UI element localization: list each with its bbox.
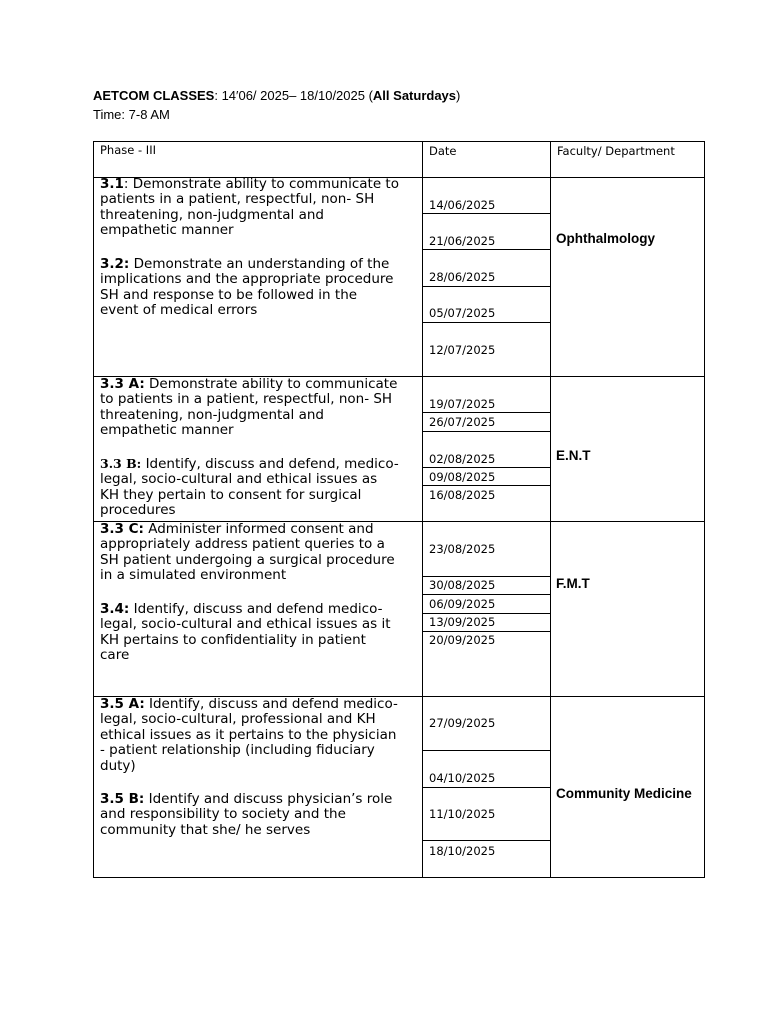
date-cell: 18/10/2025 — [429, 844, 496, 858]
department-community-medicine: Community Medicine — [556, 786, 692, 801]
date-cell: 04/10/2025 — [429, 771, 496, 785]
header-phase: Phase - III — [100, 143, 156, 157]
date-divider — [422, 213, 551, 214]
date-divider — [422, 485, 551, 486]
competency-code: 3.2: — [100, 256, 130, 272]
competency-code: 3.4: — [100, 601, 130, 617]
time-line: Time: 7-8 AM — [93, 107, 170, 122]
date-cell: 21/06/2025 — [429, 234, 496, 248]
title-saturdays: All Saturdays — [372, 88, 457, 103]
title-range: : 14′06/ 2025– 18/10/2025 ( — [214, 88, 373, 103]
competency-code: 3.3 C: — [100, 521, 144, 537]
competency-3-2: 3.2: Demonstrate an understanding of the implications and the appropriate procedure SH and response to be followed in the event of medical errors — [100, 256, 394, 319]
column-divider-faculty — [550, 141, 551, 878]
department-fmt: F.M.T — [556, 576, 590, 591]
date-cell: 28/06/2025 — [429, 270, 496, 284]
title-close: ) — [456, 88, 461, 103]
competency-code: 3.3 A: — [100, 376, 145, 392]
date-divider — [422, 322, 551, 323]
date-divider — [422, 840, 551, 841]
date-cell: 16/08/2025 — [429, 488, 496, 502]
competency-3-5-b: 3.5 B: Identify and discuss physician’s role and responsibility to society and the community that she/ he serves — [100, 791, 393, 838]
date-cell: 23/08/2025 — [429, 542, 496, 556]
date-divider — [422, 750, 551, 751]
date-cell: 20/09/2025 — [429, 633, 496, 647]
date-cell: 05/07/2025 — [429, 306, 496, 320]
date-cell: 26/07/2025 — [429, 415, 496, 429]
competency-code: 3.1 — [100, 176, 124, 192]
date-divider — [422, 249, 551, 250]
table-border-right — [704, 141, 705, 878]
date-divider — [422, 286, 551, 287]
date-divider — [422, 613, 551, 614]
date-cell: 11/10/2025 — [429, 807, 496, 821]
date-cell: 19/07/2025 — [429, 397, 496, 411]
department-ent: E.N.T — [556, 448, 591, 463]
date-cell: 06/09/2025 — [429, 597, 496, 611]
date-divider — [422, 467, 551, 468]
date-cell: 14/06/2025 — [429, 198, 496, 212]
column-divider-date — [422, 141, 423, 878]
competency-code: 3.5 A: — [100, 696, 145, 712]
competency-code: 3.5 B: — [100, 791, 145, 807]
date-divider — [422, 787, 551, 788]
date-cell: 02/08/2025 — [429, 452, 496, 466]
table-border-top — [93, 141, 705, 142]
date-divider — [422, 431, 551, 432]
date-cell: 30/08/2025 — [429, 578, 496, 592]
table-border-bottom — [93, 877, 705, 878]
date-cell: 12/07/2025 — [429, 343, 496, 357]
date-cell: 13/09/2025 — [429, 615, 496, 629]
title-bold: AETCOM CLASSES — [93, 88, 215, 103]
competency-3-3-a: 3.3 A: Demonstrate ability to communicate to patients in a patient, respectful, non- SH threatening, non-judgmental and empathetic manner — [100, 376, 398, 439]
date-divider — [422, 412, 551, 413]
competency-3-4: 3.4: Identify, discuss and defend medico- legal, socio-cultural and ethical issues as it KH pertains to confidentiality in patient care — [100, 601, 391, 664]
header-date: Date — [429, 144, 457, 158]
table-border-left — [93, 141, 94, 878]
competency-code: 3.3 B: — [100, 456, 142, 471]
competency-3-5-a: 3.5 A: Identify, discuss and defend medico- legal, socio-cultural, professional and KH ethical issues as it pertains to the physician - patient relationship (including fiduciary duty) — [100, 696, 398, 774]
date-divider — [422, 631, 551, 632]
date-divider — [422, 594, 551, 595]
competency-3-3-b: 3.3 B: Identify, discuss and defend, medico- legal, socio-cultural and ethical issues as KH they pertain to consent for surgical procedures — [100, 456, 399, 519]
header-faculty: Faculty/ Department — [557, 144, 675, 158]
date-cell: 27/09/2025 — [429, 716, 496, 730]
competency-3-3-c: 3.3 C: Administer informed consent and appropriately address patient queries to a SH patient undergoing a surgical procedure in a simulated environment — [100, 521, 395, 584]
date-cell: 09/08/2025 — [429, 470, 496, 484]
department-ophthalmology: Ophthalmology — [556, 231, 655, 246]
date-divider — [422, 576, 551, 577]
competency-3-1: 3.1: Demonstrate ability to communicate to patients in a patient, respectful, non- SH threatening, non-judgmental and empathetic manner — [100, 176, 399, 239]
